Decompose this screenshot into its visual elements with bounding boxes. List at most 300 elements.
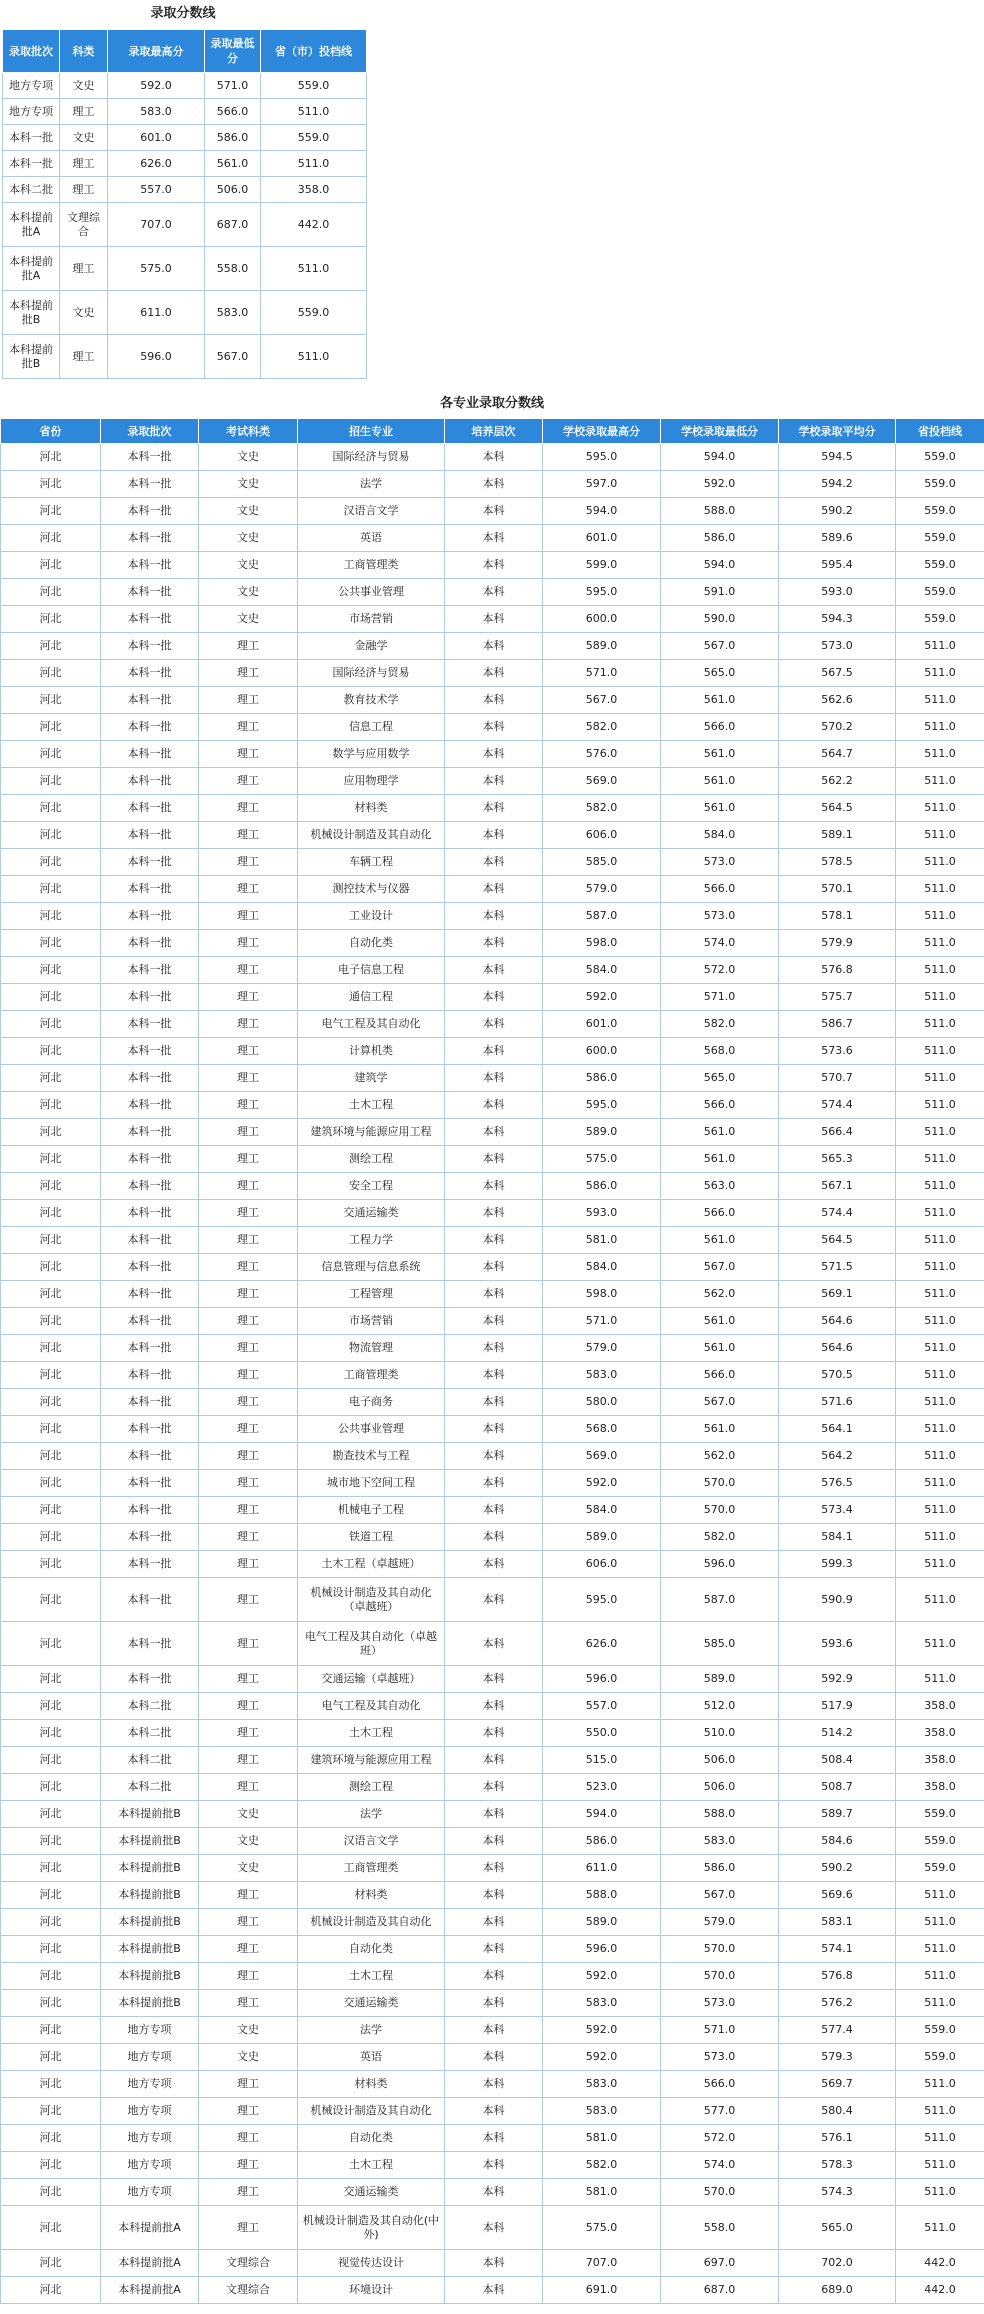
admission-header-row xyxy=(3,30,367,73)
table-cell: 588.0 xyxy=(543,1882,661,1909)
table-cell: 本科 xyxy=(445,1936,543,1963)
table-cell: 511.0 xyxy=(896,1909,984,1936)
column-header: 科类 xyxy=(60,30,108,73)
table-cell: 机械设计制造及其自动化（卓越班） xyxy=(298,1578,445,1622)
table-cell: 本科一批 xyxy=(101,471,199,498)
table-row xyxy=(1,1038,984,1065)
table-cell: 文史 xyxy=(199,2044,298,2071)
table-cell: 511.0 xyxy=(896,2152,984,2179)
table-cell: 本科 xyxy=(445,1855,543,1882)
table-cell: 河北 xyxy=(1,1693,101,1720)
table-cell: 559.0 xyxy=(896,1801,984,1828)
table-cell: 河北 xyxy=(1,2152,101,2179)
table-cell: 611.0 xyxy=(108,291,205,335)
table-cell: 本科 xyxy=(445,1200,543,1227)
table-row xyxy=(1,1146,984,1173)
table-cell: 584.0 xyxy=(543,957,661,984)
table-cell: 河北 xyxy=(1,2098,101,2125)
table-cell: 567.0 xyxy=(543,687,661,714)
table-cell: 566.0 xyxy=(661,2071,779,2098)
table-cell: 河北 xyxy=(1,957,101,984)
table-cell: 571.0 xyxy=(543,660,661,687)
table-cell: 577.4 xyxy=(779,2017,896,2044)
table-cell: 理工 xyxy=(199,2179,298,2206)
table-row xyxy=(1,1828,984,1855)
table-cell: 564.5 xyxy=(779,1227,896,1254)
table-cell: 570.0 xyxy=(661,2179,779,2206)
table-row xyxy=(1,1622,984,1666)
table-cell: 建筑环境与能源应用工程 xyxy=(298,1119,445,1146)
table-cell: 本科 xyxy=(445,687,543,714)
table-row xyxy=(1,1909,984,1936)
table-row xyxy=(1,2098,984,2125)
table-cell: 汉语言文学 xyxy=(298,1828,445,1855)
table-cell: 河北 xyxy=(1,2277,101,2304)
table-row xyxy=(1,1416,984,1443)
table-cell: 自动化类 xyxy=(298,1936,445,1963)
table-row xyxy=(1,1173,984,1200)
table-cell: 河北 xyxy=(1,1909,101,1936)
table-cell: 英语 xyxy=(298,2044,445,2071)
table-cell: 本科提前批B xyxy=(101,1882,199,1909)
table-cell: 本科一批 xyxy=(101,714,199,741)
table-cell: 358.0 xyxy=(896,1747,984,1774)
table-cell: 工程管理 xyxy=(298,1281,445,1308)
table-cell: 582.0 xyxy=(543,2152,661,2179)
table-cell: 文理综合 xyxy=(199,2277,298,2304)
table-cell: 理工 xyxy=(60,151,108,177)
table-cell: 文史 xyxy=(60,73,108,99)
table-cell: 511.0 xyxy=(896,714,984,741)
table-cell: 河北 xyxy=(1,1551,101,1578)
table-cell: 592.0 xyxy=(543,984,661,1011)
table-cell: 586.0 xyxy=(661,1855,779,1882)
table-cell: 569.7 xyxy=(779,2071,896,2098)
table-cell: 河北 xyxy=(1,579,101,606)
table-cell: 583.0 xyxy=(543,2071,661,2098)
table-cell: 本科一批 xyxy=(101,444,199,471)
table-cell: 理工 xyxy=(199,2152,298,2179)
table-cell: 公共事业管理 xyxy=(298,579,445,606)
table-cell: 汉语言文学 xyxy=(298,498,445,525)
table-row xyxy=(1,498,984,525)
table-cell: 584.1 xyxy=(779,1524,896,1551)
major-table-body xyxy=(1,444,984,2304)
table-cell: 576.0 xyxy=(543,741,661,768)
table-cell: 511.0 xyxy=(896,687,984,714)
table-cell: 工商管理类 xyxy=(298,1362,445,1389)
table-cell: 570.0 xyxy=(661,1497,779,1524)
table-cell: 506.0 xyxy=(661,1747,779,1774)
table-cell: 606.0 xyxy=(543,822,661,849)
table-cell: 596.0 xyxy=(108,335,205,379)
table-cell: 土木工程 xyxy=(298,2152,445,2179)
table-cell: 559.0 xyxy=(896,1828,984,1855)
table-cell: 本科 xyxy=(445,1828,543,1855)
table-cell: 572.0 xyxy=(661,957,779,984)
table-cell: 本科一批 xyxy=(101,1119,199,1146)
table-cell: 570.7 xyxy=(779,1065,896,1092)
table-cell: 626.0 xyxy=(108,151,205,177)
table-cell: 569.0 xyxy=(543,1443,661,1470)
table-cell: 511.0 xyxy=(896,1389,984,1416)
table-cell: 本科 xyxy=(445,2071,543,2098)
table-cell: 本科一批 xyxy=(101,1038,199,1065)
table-cell: 本科提前批B xyxy=(101,1936,199,1963)
table-cell: 理工 xyxy=(199,1092,298,1119)
table-cell: 511.0 xyxy=(261,151,367,177)
table-cell: 本科 xyxy=(445,471,543,498)
table-cell: 本科 xyxy=(445,1990,543,2017)
table-cell: 本科 xyxy=(445,1963,543,1990)
table-cell: 596.0 xyxy=(543,1666,661,1693)
table-cell: 570.0 xyxy=(661,1470,779,1497)
table-row xyxy=(1,1551,984,1578)
table-cell: 河北 xyxy=(1,606,101,633)
table-cell: 文史 xyxy=(199,471,298,498)
table-cell: 578.5 xyxy=(779,849,896,876)
table-row xyxy=(1,1801,984,1828)
table-cell: 511.0 xyxy=(896,1011,984,1038)
table-cell: 本科提前批B xyxy=(101,1963,199,1990)
table-cell: 工程力学 xyxy=(298,1227,445,1254)
table-cell: 583.0 xyxy=(661,1828,779,1855)
table-cell: 本科提前批B xyxy=(101,1828,199,1855)
table-cell: 511.0 xyxy=(896,984,984,1011)
table-cell: 河北 xyxy=(1,1308,101,1335)
table-cell: 579.9 xyxy=(779,930,896,957)
column-header: 录取最高分 xyxy=(108,30,205,73)
table-row xyxy=(1,1855,984,1882)
table-cell: 565.0 xyxy=(661,660,779,687)
table-cell: 本科一批 xyxy=(3,125,60,151)
table-cell: 592.0 xyxy=(543,2017,661,2044)
table-cell: 本科 xyxy=(445,1497,543,1524)
table-row xyxy=(1,1011,984,1038)
table-cell: 法学 xyxy=(298,471,445,498)
table-cell: 本科一批 xyxy=(101,1666,199,1693)
table-cell: 本科 xyxy=(445,1524,543,1551)
table-cell: 机械设计制造及其自动化(中外) xyxy=(298,2206,445,2250)
table-cell: 理工 xyxy=(199,795,298,822)
table-cell: 564.6 xyxy=(779,1335,896,1362)
table-cell: 本科 xyxy=(445,1092,543,1119)
table-cell: 598.0 xyxy=(543,930,661,957)
table-cell: 本科 xyxy=(445,1666,543,1693)
table-cell: 交通运输（卓越班） xyxy=(298,1666,445,1693)
table-cell: 511.0 xyxy=(896,1666,984,1693)
table-cell: 598.0 xyxy=(543,1281,661,1308)
table-cell: 河北 xyxy=(1,876,101,903)
table-cell: 国际经济与贸易 xyxy=(298,444,445,471)
table-row xyxy=(1,930,984,957)
table-cell: 理工 xyxy=(199,1146,298,1173)
table-cell: 601.0 xyxy=(543,1011,661,1038)
table-cell: 河北 xyxy=(1,1666,101,1693)
table-cell: 理工 xyxy=(199,1362,298,1389)
table-cell: 本科 xyxy=(445,1038,543,1065)
table-cell: 测控技术与仪器 xyxy=(298,876,445,903)
table-cell: 本科一批 xyxy=(101,795,199,822)
column-header: 录取最低分 xyxy=(205,30,261,73)
table-cell: 教育技术学 xyxy=(298,687,445,714)
table-cell: 562.6 xyxy=(779,687,896,714)
table-cell: 机械电子工程 xyxy=(298,1497,445,1524)
table-cell: 本科 xyxy=(445,1551,543,1578)
table-cell: 河北 xyxy=(1,1416,101,1443)
table-row xyxy=(1,1281,984,1308)
table-cell: 581.0 xyxy=(543,1227,661,1254)
table-cell: 592.0 xyxy=(661,471,779,498)
table-cell: 506.0 xyxy=(661,1774,779,1801)
table-cell: 河北 xyxy=(1,444,101,471)
table-cell: 地方专项 xyxy=(3,73,60,99)
table-cell: 理工 xyxy=(60,99,108,125)
table-cell: 应用物理学 xyxy=(298,768,445,795)
table-cell: 本科一批 xyxy=(101,903,199,930)
table-cell: 河北 xyxy=(1,1443,101,1470)
table-cell: 571.0 xyxy=(661,984,779,1011)
table-cell: 511.0 xyxy=(896,1173,984,1200)
table-cell: 590.9 xyxy=(779,1578,896,1622)
table-cell: 358.0 xyxy=(261,177,367,203)
table-cell: 理工 xyxy=(199,1011,298,1038)
column-header: 录取批次 xyxy=(3,30,60,73)
table-cell: 579.3 xyxy=(779,2044,896,2071)
table-cell: 515.0 xyxy=(543,1747,661,1774)
table-cell: 574.4 xyxy=(779,1092,896,1119)
table-row xyxy=(1,633,984,660)
table-cell: 707.0 xyxy=(108,203,205,247)
table-cell: 本科 xyxy=(445,1909,543,1936)
table-cell: 河北 xyxy=(1,795,101,822)
table-cell: 河北 xyxy=(1,1335,101,1362)
table-cell: 地方专项 xyxy=(101,2098,199,2125)
table-cell: 578.3 xyxy=(779,2152,896,2179)
table-cell: 576.2 xyxy=(779,1990,896,2017)
table-cell: 566.4 xyxy=(779,1119,896,1146)
table-cell: 587.0 xyxy=(661,1578,779,1622)
table-cell: 河北 xyxy=(1,1936,101,1963)
table-cell: 本科一批 xyxy=(101,525,199,552)
table-cell: 559.0 xyxy=(896,2044,984,2071)
table-cell: 584.0 xyxy=(661,822,779,849)
table-cell: 573.0 xyxy=(661,849,779,876)
table-cell: 593.0 xyxy=(779,579,896,606)
table-cell: 本科 xyxy=(445,1801,543,1828)
table-cell: 河北 xyxy=(1,471,101,498)
table-cell: 567.0 xyxy=(661,1254,779,1281)
table-cell: 561.0 xyxy=(661,795,779,822)
table-cell: 河北 xyxy=(1,1470,101,1497)
table-cell: 理工 xyxy=(199,930,298,957)
table-cell: 理工 xyxy=(199,1747,298,1774)
table-row xyxy=(3,177,367,203)
table-cell: 511.0 xyxy=(896,930,984,957)
table-cell: 442.0 xyxy=(261,203,367,247)
table-cell: 511.0 xyxy=(896,1470,984,1497)
table-cell: 511.0 xyxy=(896,1200,984,1227)
table-cell: 511.0 xyxy=(896,2071,984,2098)
table-cell: 河北 xyxy=(1,687,101,714)
major-table xyxy=(0,418,984,2304)
table-cell: 本科 xyxy=(445,2017,543,2044)
table-cell: 565.0 xyxy=(661,1065,779,1092)
table-cell: 574.0 xyxy=(661,2152,779,2179)
table-cell: 557.0 xyxy=(543,1693,661,1720)
table-cell: 582.0 xyxy=(661,1524,779,1551)
table-cell: 本科二批 xyxy=(3,177,60,203)
table-cell: 河北 xyxy=(1,1254,101,1281)
table-cell: 河北 xyxy=(1,1497,101,1524)
table-cell: 559.0 xyxy=(896,498,984,525)
table-cell: 公共事业管理 xyxy=(298,1416,445,1443)
table-cell: 河北 xyxy=(1,633,101,660)
table-cell: 567.5 xyxy=(779,660,896,687)
table-cell: 511.0 xyxy=(896,1254,984,1281)
table-cell: 河北 xyxy=(1,1065,101,1092)
table-cell: 本科 xyxy=(445,2179,543,2206)
table-cell: 511.0 xyxy=(896,1335,984,1362)
table-cell: 本科 xyxy=(445,2125,543,2152)
table-cell: 本科一批 xyxy=(101,1335,199,1362)
table-cell: 理工 xyxy=(199,2206,298,2250)
table-cell: 本科提前批B xyxy=(3,335,60,379)
table-cell: 575.0 xyxy=(108,247,205,291)
table-cell: 584.0 xyxy=(543,1497,661,1524)
table-cell: 583.0 xyxy=(543,1362,661,1389)
table-cell: 本科 xyxy=(445,741,543,768)
table-cell: 576.8 xyxy=(779,957,896,984)
table-cell: 564.1 xyxy=(779,1416,896,1443)
table-cell: 理工 xyxy=(199,1200,298,1227)
table-cell: 566.0 xyxy=(205,99,261,125)
table-cell: 594.0 xyxy=(661,552,779,579)
table-cell: 570.2 xyxy=(779,714,896,741)
table-cell: 594.2 xyxy=(779,471,896,498)
table-cell: 511.0 xyxy=(896,1227,984,1254)
table-cell: 本科 xyxy=(445,2250,543,2277)
table-cell: 本科一批 xyxy=(101,1578,199,1622)
table-cell: 586.0 xyxy=(543,1828,661,1855)
table-cell: 本科 xyxy=(445,768,543,795)
table-cell: 511.0 xyxy=(896,2179,984,2206)
table-cell: 574.1 xyxy=(779,1936,896,1963)
table-cell: 本科 xyxy=(445,1146,543,1173)
table-row xyxy=(1,795,984,822)
table-cell: 安全工程 xyxy=(298,1173,445,1200)
table-cell: 592.0 xyxy=(543,2044,661,2071)
table-cell: 567.1 xyxy=(779,1173,896,1200)
table-row xyxy=(1,1254,984,1281)
table-cell: 本科一批 xyxy=(101,633,199,660)
table-cell: 595.4 xyxy=(779,552,896,579)
table-cell: 594.0 xyxy=(543,1801,661,1828)
table-cell: 564.6 xyxy=(779,1308,896,1335)
table-cell: 511.0 xyxy=(896,1443,984,1470)
table-cell: 河北 xyxy=(1,1801,101,1828)
table-cell: 材料类 xyxy=(298,795,445,822)
table-row xyxy=(1,768,984,795)
table-cell: 506.0 xyxy=(205,177,261,203)
table-cell: 计算机类 xyxy=(298,1038,445,1065)
table-cell: 588.0 xyxy=(661,1801,779,1828)
table-cell: 地方专项 xyxy=(101,2017,199,2044)
table-cell: 地方专项 xyxy=(101,2044,199,2071)
table-cell: 本科 xyxy=(445,1470,543,1497)
table-cell: 河北 xyxy=(1,1038,101,1065)
table-cell: 理工 xyxy=(199,1389,298,1416)
table-cell: 本科一批 xyxy=(101,1281,199,1308)
table-cell: 本科 xyxy=(445,606,543,633)
admission-table-title: 录取分数线 xyxy=(150,6,216,21)
table-cell: 机械设计制造及其自动化 xyxy=(298,1909,445,1936)
table-row xyxy=(1,1666,984,1693)
table-cell: 自动化类 xyxy=(298,930,445,957)
table-row xyxy=(1,2250,984,2277)
table-cell: 本科 xyxy=(445,1281,543,1308)
table-cell: 511.0 xyxy=(896,1416,984,1443)
column-header: 学校录取最低分 xyxy=(661,419,779,444)
table-cell: 586.7 xyxy=(779,1011,896,1038)
table-cell: 信息工程 xyxy=(298,714,445,741)
table-cell: 河北 xyxy=(1,714,101,741)
table-cell: 576.1 xyxy=(779,2125,896,2152)
table-cell: 573.0 xyxy=(661,903,779,930)
table-cell: 562.0 xyxy=(661,1281,779,1308)
table-cell: 517.9 xyxy=(779,1693,896,1720)
table-row xyxy=(1,2017,984,2044)
table-cell: 626.0 xyxy=(543,1622,661,1666)
table-row xyxy=(1,1882,984,1909)
table-cell: 数学与应用数学 xyxy=(298,741,445,768)
table-cell: 511.0 xyxy=(896,1963,984,1990)
table-cell: 511.0 xyxy=(896,822,984,849)
table-cell: 585.0 xyxy=(543,849,661,876)
table-cell: 机械设计制造及其自动化 xyxy=(298,2098,445,2125)
table-cell: 573.0 xyxy=(661,2044,779,2071)
table-cell: 574.0 xyxy=(661,930,779,957)
table-cell: 本科一批 xyxy=(101,957,199,984)
table-cell: 理工 xyxy=(199,2098,298,2125)
column-header: 省（市）投档线 xyxy=(261,30,367,73)
table-cell: 河北 xyxy=(1,1362,101,1389)
table-cell: 法学 xyxy=(298,1801,445,1828)
table-cell: 589.7 xyxy=(779,1801,896,1828)
table-cell: 561.0 xyxy=(661,687,779,714)
table-cell: 河北 xyxy=(1,741,101,768)
table-cell: 河北 xyxy=(1,1990,101,2017)
table-cell: 河北 xyxy=(1,1524,101,1551)
column-header: 学校录取平均分 xyxy=(779,419,896,444)
table-cell: 588.0 xyxy=(661,498,779,525)
table-cell: 理工 xyxy=(199,1254,298,1281)
table-cell: 河北 xyxy=(1,1720,101,1747)
table-cell: 机械设计制造及其自动化 xyxy=(298,822,445,849)
table-row xyxy=(3,151,367,177)
table-row xyxy=(3,247,367,291)
table-cell: 河北 xyxy=(1,1882,101,1909)
table-cell: 本科提前批A xyxy=(101,2277,199,2304)
table-cell: 600.0 xyxy=(543,1038,661,1065)
table-cell: 本科 xyxy=(445,1443,543,1470)
table-cell: 视觉传达设计 xyxy=(298,2250,445,2277)
table-cell: 584.6 xyxy=(779,1828,896,1855)
table-cell: 本科 xyxy=(445,930,543,957)
table-cell: 567.0 xyxy=(661,1882,779,1909)
table-cell: 511.0 xyxy=(261,335,367,379)
table-cell: 本科 xyxy=(445,1747,543,1774)
